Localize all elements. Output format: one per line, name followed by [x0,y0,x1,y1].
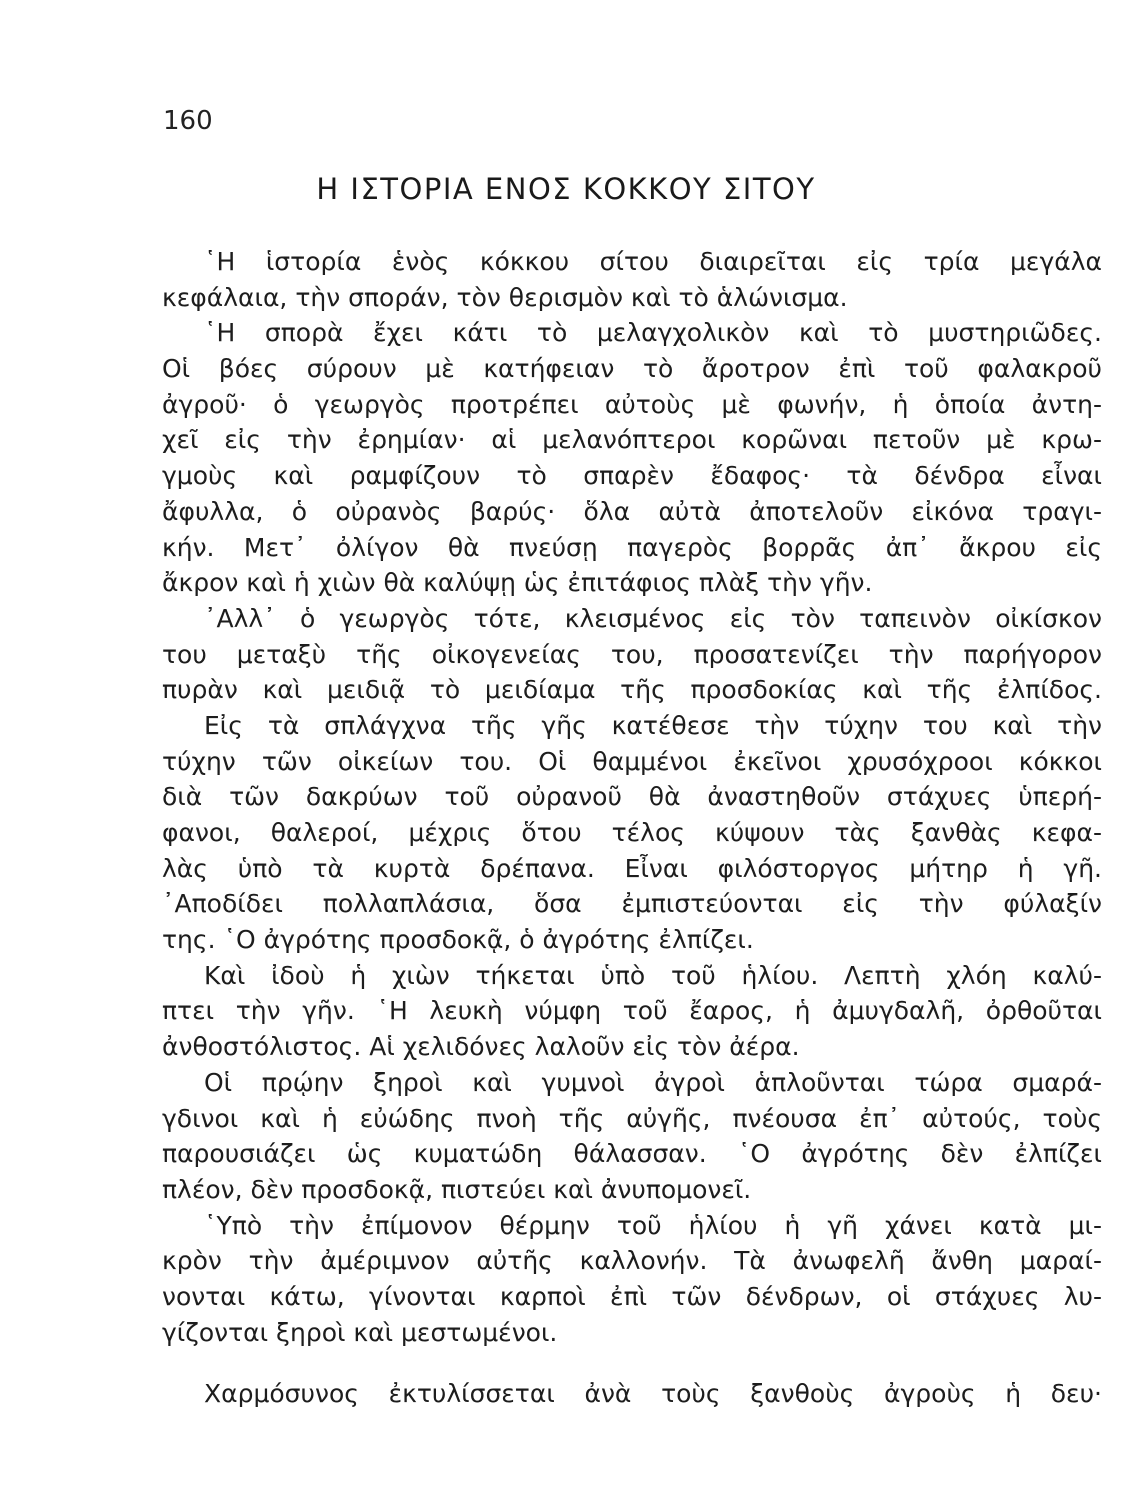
text-line: ῾Υπὸ τὴν ἐπίμονον θέρμην τοῦ ἡλίου ἡ γῆ χάνει κατὰ μι- [204,1210,1102,1240]
text-line: πτει τὴν γῆν. ῾Η λευκὴ νύμφη τοῦ ἔαρος, ἡ ἀμυγδαλῆ, ὀρθοῦται [162,996,1102,1026]
paragraph-gap [162,1350,1102,1376]
body-text [162,244,1102,1412]
chapter-title: Η ΙΣΤΟΡΙΑ ΕΝΟΣ ΚΟΚΚΟΥ ΣΙΤΟΥ [316,172,816,206]
text-line-final: Χαρμόσυνος ἐκτυλίσσεται ἀνὰ τοὺς ξανθοὺς ἀγροὺς ἡ δευ· [204,1379,1102,1409]
text-line: ἄφυλλα, ὁ οὐρανὸς βαρύς· ὅλα αὐτὰ ἀποτελοῦν εἰκόνα τραγι- [162,496,1102,526]
text-line: ῾Η ἱστορία ἑνὸς κόκκου σίτου διαιρεῖται εἰς τρία μεγάλα [204,247,1102,276]
text-line: ἄκρον καὶ ἡ χιὼν θὰ καλύψῃ ὡς ἐπιτάφιος πλὰξ τὴν γῆν. [162,568,873,598]
text-line: ῾Η σπορὰ ἔχει κάτι τὸ μελαγχολικὸν καὶ τὸ μυστηριῶδες. [204,318,1102,348]
text-line: γίζονται ξηροὶ καὶ μεστωμένοι. [162,1317,558,1347]
text-line: χεῖ εἰς τὴν ἐρημίαν· αἱ μελανόπτεροι κορῶναι πετοῦν μὲ κρω- [162,425,1102,455]
text-line: ᾽Αποδίδει πολλαπλάσια, ὅσα ἐμπιστεύονται εἰς τὴν φύλαξίν [162,889,1102,919]
text-line: γμοὺς καὶ ραμφίζουν τὸ σπαρὲν ἔδαφος· τὰ δένδρα εἶναι [162,461,1102,491]
text-line: ἀγροῦ· ὁ γεωργὸς προτρέπει αὐτοὺς μὲ φωνήν, ἡ ὁποία ἀντη- [162,389,1102,419]
text-line: νονται κάτω, γίνονται καρποὶ ἐπὶ τῶν δένδρων, οἱ στάχυες λυ- [162,1281,1102,1311]
text-line: Οἱ πρῴην ξηροὶ καὶ γυμνοὶ ἀγροὶ ἁπλοῦνται τώρα σμαρά- [204,1067,1102,1097]
page-number: 160 [163,106,213,136]
text-line: φανοι, θαλεροί, μέχρις ὅτου τέλος κύψουν τὰς ξανθὰς κεφα- [162,818,1102,847]
text-line: κήν. Μετ᾽ ὀλίγον θὰ πνεύσῃ παγερὸς βορρᾶς ἀπ᾽ ἄκρου εἰς [162,532,1102,562]
text-line: πυρὰν καὶ μειδιᾷ τὸ μειδίαμα τῆς προσδοκίας καὶ τῆς ἐλπίδος. [162,675,1102,705]
text-line: Οἱ βόες σύρουν μὲ κατήφειαν τὸ ἄροτρον ἐπὶ τοῦ φαλακροῦ [162,354,1102,384]
text-line: κρὸν τὴν ἀμέριμνον αὐτῆς καλλονήν. Τὰ ἀνωφελῆ ἄνθη μαραί- [162,1246,1102,1276]
text-line: παρουσιάζει ὡς κυματώδη θάλασσαν. ῾Ο ἀγρότης δὲν ἐλπίζει [162,1139,1102,1169]
text-line: διὰ τῶν δακρύων τοῦ οὐρανοῦ θὰ ἀναστηθοῦν στάχυες ὑπερή- [162,782,1102,812]
text-line: κεφάλαια, τὴν σποράν, τὸν θερισμὸν καὶ τὸ ἁλώνισμα. [162,282,848,312]
text-line: ᾽Αλλ᾽ ὁ γεωργὸς τότε, κλεισμένος εἰς τὸν ταπεινὸν οἰκίσκον [204,603,1102,633]
text-line: Εἰς τὰ σπλάγχνα τῆς γῆς κατέθεσε τὴν τύχην του καὶ τὴν [204,710,1102,740]
text-line: ἀνθοστόλιστος. Αἱ χελιδόνες λαλοῦν εἰς τὸν ἀέρα. [162,1032,800,1062]
text-line: γδινοι καὶ ἡ εὐώδης πνοὴ τῆς αὐγῆς, πνέουσα ἐπ᾽ αὐτούς, τοὺς [162,1103,1102,1133]
text-line: πλέον, δὲν προσδοκᾷ, πιστεύει καὶ ἀνυπομονεῖ. [162,1174,752,1204]
text-line: τύχην τῶν οἰκείων του. Οἱ θαμμένοι ἐκεῖνοι χρυσόχροοι κόκκοι [162,746,1102,776]
text-line: του μεταξὺ τῆς οἰκογενείας του, προσατενίζει τὴν παρήγορον [162,639,1102,669]
text-line: λὰς ὑπὸ τὰ κυρτὰ δρέπανα. Εἶναι φιλόστοργος μήτηρ ἡ γῆ. [162,853,1102,883]
text-line: Καὶ ἰδοὺ ἡ χιὼν τήκεται ὑπὸ τοῦ ἡλίου. Λεπτὴ χλόη καλύ- [204,960,1102,990]
text-line: της. ῾Ο ἀγρότης προσδοκᾷ, ὁ ἀγρότης ἐλπίζει. [162,925,754,955]
